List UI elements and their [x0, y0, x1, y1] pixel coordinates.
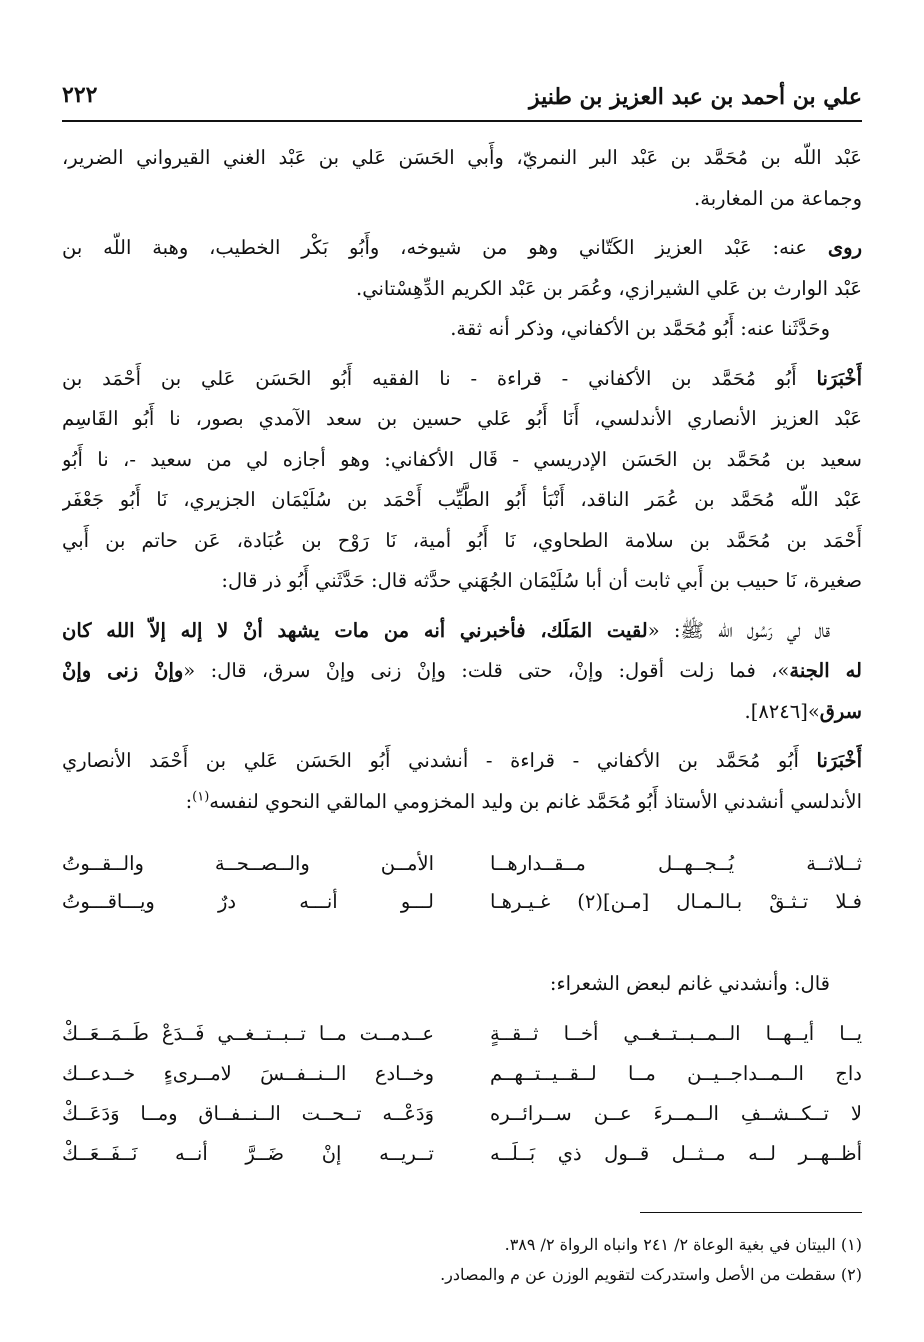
- hadith-text: وإنْ زنى وإنْ: [62, 659, 184, 682]
- poem-intro: قال: وأنشدني غانم لبعض الشعراء:: [549, 972, 830, 995]
- lead-word: روى: [827, 236, 862, 259]
- text-line: عَبْد اللّه مُحَمَّد بن عُمَر الناقد، أَنْبَأ أَبُو الطَّيِّب أَحْمَد بن سُلَيْمَان الجزيري، نَا أَبُو جَعْفَر: [62, 488, 862, 511]
- footnote-marker: (١): [192, 789, 210, 804]
- hadith-narration: »، فما زلت أقول: وإنْ، حتى قلت: وإنْ زنى وإنْ سرق، قال: «: [183, 659, 790, 682]
- text-line: سعيد بن مُحَمَّد بن الحَسَن الإدريسي - قَال الأكفاني: وهو أجازه لي من سعيد -، نا أَبُو: [62, 447, 862, 471]
- hadith-text: له الجنة: [789, 659, 862, 682]
- text-line: أَحْمَد بن مُحَمَّد بن سلامة الطحاوي، نَا أَبُو أمية، نَا رَوْح بن عُبَادة، عَن حاتم بن أَبي: [62, 528, 862, 552]
- footnote-text: سقطت من الأصل واستدركت لتقويم الوزن عن م والمصادر.: [440, 1265, 836, 1284]
- hadith-reference: »[٨٢٤٦].: [744, 699, 820, 723]
- lead-word: أَخْبَرَنا: [816, 366, 862, 390]
- poem-first: [62, 852, 862, 928]
- footnote-number: (٢): [840, 1265, 862, 1284]
- verse-first-hemistich: لا تــكــشــفِ الــمــرءَ عــن ســرائــره: [490, 1102, 862, 1125]
- footnote-rule: [640, 1212, 862, 1213]
- poem-verse: [62, 890, 862, 928]
- main-text: [62, 138, 862, 822]
- verse-first-hemistich: فـلا تـثـقْ بـالـمـال [مـن](٢) غـيـرهـا: [490, 890, 862, 913]
- verse-second-hemistich: وخــادع الــنــفــسَ لامــرىءٍ خــدعــك: [62, 1062, 434, 1085]
- running-header: [62, 78, 862, 118]
- poem-verse: [62, 1102, 862, 1142]
- hadith-intro: قال لي رَسُول اللّه ﷺ: «: [647, 618, 831, 642]
- verse-second-hemistich: وَدَعْــه تــحــت الــنــفــاق ومــا وَدَعَــكْ: [62, 1102, 434, 1125]
- hadith-line: [62, 611, 862, 652]
- verse-second-hemistich: تــريــه إنْ ضَــرَّ أنــه نَــفَــعَــكْ: [62, 1142, 434, 1165]
- text-line: وحَدَّثَنا عنه: أَبُو مُحَمَّد بن الأكفاني، وذكر أنه ثقة.: [450, 317, 830, 340]
- text-line: [62, 782, 862, 823]
- poem-verse: [62, 1062, 862, 1102]
- verse-second-hemistich: الأمــن والــصــحــة والــقــوتُ: [62, 852, 434, 875]
- verse-first-hemistich: يــا أيــهــا الــمــبــتــغــي أخــا ثــقــةٍ: [490, 1022, 862, 1045]
- text-line: عَبْد اللّه بن مُحَمَّد بن عَبْد البر النمريّ، وأَبي الحَسَن عَلي بن عَبْد الغني القيرواني الضرير،: [62, 146, 862, 169]
- footnote-text: البيتان في بغية الوعاة ٢/ ٢٤١ وانباه الرواة ٢/ ٣٨٩.: [504, 1235, 836, 1254]
- verse-first-hemistich: ثــلاثــة يُــجــهــل مــقــدارهــا: [490, 852, 862, 875]
- footnote: [62, 1260, 862, 1290]
- poem-verse: [62, 852, 862, 890]
- text-line: أَخْبَرَنا أَبُو مُحَمَّد بن الأكفاني - قراءة - أنشدني أَبُو الحَسَن عَلي بن أَحْمَد الأنصاري: [62, 749, 862, 772]
- poem-verse: [62, 1142, 862, 1182]
- verse-first-hemistich: أظــهــر لــه مــثــل قــول ذي بَــلَــه: [490, 1142, 862, 1165]
- text-line: روى عنه: عَبْد العزيز الكَتّاني وهو من شيوخه، وأَبُو بَكْر الخطيب، وهبة اللّه بن: [62, 236, 862, 259]
- hadith-line: [62, 692, 862, 733]
- page-number: ٢٢٢: [62, 82, 98, 108]
- text-line: عَبْد العزيز الأنصاري الأندلسي، أَنَا أَبُو عَلي حسين بن سعد الآمدي بصور، نا أَبُو القَاسِم: [62, 407, 862, 430]
- poem-verse: [62, 1022, 862, 1062]
- verse-second-hemistich: عــدمــت مــا تــبــتــغــي فَــدَعْ طَــمَــعَــكْ: [62, 1022, 434, 1045]
- text-line: صغيرة، نَا حبيب بن أَبي ثابت أن أبا سُلَيْمَان الجُهَني حدَّثه قال: حَدَّثَني أَبُو ذر قال:: [221, 569, 862, 592]
- colon: :: [185, 789, 193, 813]
- text-line: أَخْبَرَنا أَبُو مُحَمَّد بن الأكفاني - قراءة - نا الفقيه أَبُو الحَسَن عَلي بن أَحْمَد بن: [62, 366, 862, 390]
- verse-second-hemistich: لـــو أنـــه درٌ ويـــاقـــوتُ: [62, 890, 434, 913]
- text-line-content: الأندلسي أنشدني الأستاذ أَبُو مُحَمَّد غانم بن وليد المخزومي المالقي النحوي لنفسه: [209, 789, 862, 813]
- footnote-number: (١): [840, 1235, 862, 1254]
- footnote: [62, 1230, 862, 1260]
- hadith-text: لقيت المَلَك، فأخبرني أنه من مات يشهد أنْ لا إله إلاّ الله كان: [62, 618, 648, 642]
- verse-first-hemistich: داج الــمــداجــيــن مــا لــقــيــتــهــم: [490, 1062, 862, 1085]
- header-title: علي بن أحمد بن عبد العزيز بن طنيز: [528, 84, 862, 110]
- header-rule: [62, 120, 862, 122]
- text-line: وجماعة من المغاربة.: [694, 186, 862, 210]
- poem-second: [62, 1022, 862, 1182]
- lead-word: أَخْبَرَنا: [816, 749, 862, 772]
- footnotes: [62, 1230, 862, 1290]
- hadith-text: سرق: [819, 699, 862, 723]
- hadith-line: [62, 651, 862, 692]
- text-line: عَبْد الوارث بن عَلي الشيرازي، وعُمَر بن عَبْد الكريم الدِّهِسْتاني.: [356, 276, 862, 300]
